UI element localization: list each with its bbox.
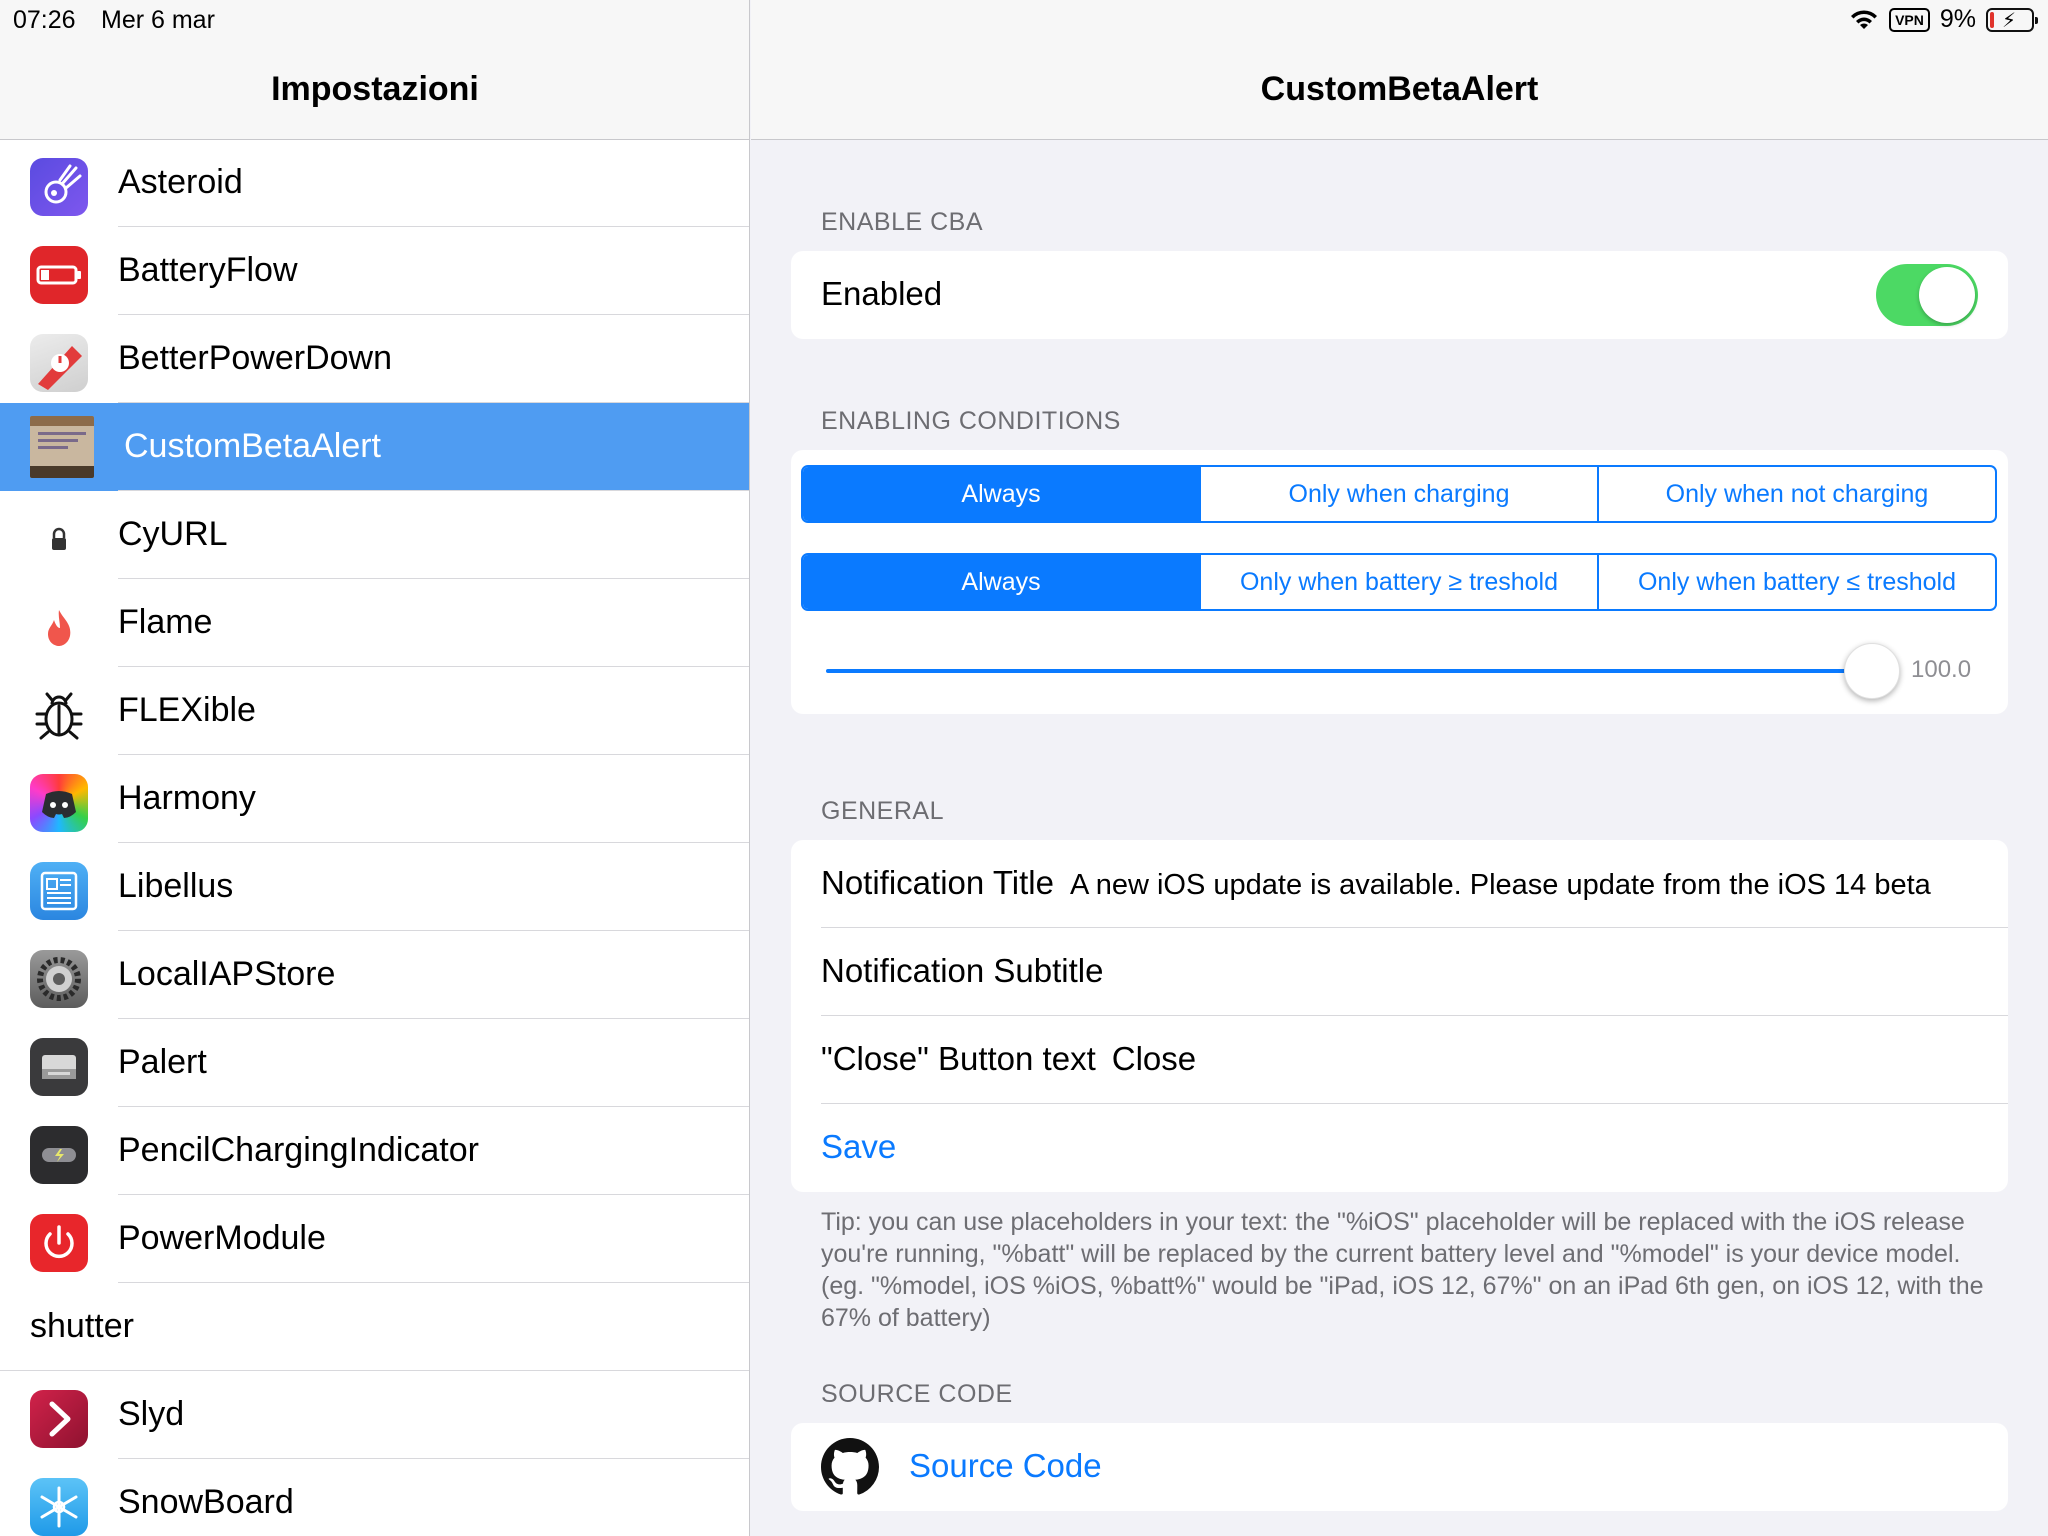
power-down-icon: [30, 334, 88, 392]
threshold-slider-thumb[interactable]: [1844, 643, 1900, 699]
sidebar-item-palert[interactable]: [0, 1019, 750, 1107]
sidebar-item-betterpowerdown[interactable]: [0, 315, 750, 403]
github-icon: [821, 1438, 879, 1496]
sidebar-item-shutter[interactable]: [0, 1283, 750, 1371]
sidebar-item-snowboard[interactable]: [0, 1459, 750, 1536]
sidebar-item-slyd[interactable]: [0, 1371, 750, 1459]
toggle-knob: [1919, 267, 1975, 323]
segment-battery-above-threshold[interactable]: Only when battery ≥ treshold: [1199, 555, 1597, 609]
status-indicators: [1849, 5, 2034, 34]
detail-title: CustomBetaAlert: [1260, 70, 1539, 108]
close-button-text-label-text: "Close" Button text: [821, 1040, 1096, 1077]
segment-only-when-charging[interactable]: Only when charging: [1199, 467, 1597, 521]
battery-icon: [1986, 8, 2034, 32]
segment-always-charging[interactable]: Always: [803, 467, 1199, 521]
notification-title-label-text: Notification Title: [821, 864, 1054, 901]
sidebar-item-batteryflow[interactable]: [0, 227, 750, 315]
asteroid-icon: [30, 158, 88, 216]
sidebar-item-custombetaalert[interactable]: [0, 403, 750, 491]
notification-title-field[interactable]: A new iOS update is available. Please update from the iOS 14 beta: [1069, 869, 1931, 901]
discord-icon: [30, 774, 88, 832]
close-button-text-field[interactable]: Close: [1111, 1040, 1197, 1077]
threshold-value: 100.0: [1911, 656, 1972, 683]
sidebar-item-label: Libellus: [118, 867, 234, 905]
vpn-badge: VPN: [1889, 8, 1930, 32]
sidebar-item-label: FLEXible: [118, 691, 256, 729]
settings-sidebar: [0, 0, 750, 1536]
sidebar-item-label: PencilChargingIndicator: [118, 1131, 479, 1169]
sidebar-item-label: BetterPowerDown: [118, 339, 393, 377]
wifi-icon: [1849, 9, 1879, 31]
source-code-link[interactable]: Source Code: [909, 1447, 1102, 1484]
flame-icon: [30, 598, 88, 656]
battery-percent: 9%: [1939, 5, 1976, 33]
book-icon: [30, 862, 88, 920]
sidebar-item-pencilchargingindicator[interactable]: [0, 1107, 750, 1195]
section-header-conditions: ENABLING CONDITIONS: [821, 407, 1121, 435]
pencil-battery-icon: [30, 1126, 88, 1184]
battery-icon: [30, 246, 88, 304]
charging-bolt-icon: ⚡: [2002, 9, 2017, 32]
status-bar: [0, 0, 2048, 40]
notification-subtitle-cell[interactable]: [791, 928, 2008, 1016]
lock-icon: [30, 510, 88, 568]
enable-card: [791, 251, 2008, 339]
conditions-card: [791, 450, 2008, 714]
status-date: Mer 6 mar: [101, 6, 215, 34]
sidebar-item-label: Harmony: [118, 779, 256, 817]
notification-subtitle-label: Notification Subtitle: [821, 952, 1104, 989]
general-card: [791, 840, 2008, 1192]
sidebar-item-harmony[interactable]: [0, 755, 750, 843]
placeholder-tip: Tip: you can use placeholders in your text: the "%iOS" placeholder will be replaced with the iOS release you're running, "%batt" will be replaced by the current battery level and "%model" is your device model. (eg. "%model, iOS %iOS, %batt%" would be "iPad, iOS 12, 67%" on an iPad 6th gen, on iOS 12, with the 67% of battery): [821, 1208, 1984, 1332]
sidebar-item-label: CustomBetaAlert: [124, 427, 381, 465]
bug-icon: [30, 686, 88, 744]
sidebar-item-label: BatteryFlow: [118, 251, 298, 289]
detail-pane: [751, 0, 2048, 1536]
power-icon: [30, 1214, 88, 1272]
source-card: [791, 1423, 2008, 1511]
sidebar-item-label: CyURL: [118, 515, 228, 553]
enabled-label: Enabled: [821, 275, 943, 312]
notification-title-cell[interactable]: [791, 840, 2008, 928]
battery-fill: [1990, 12, 1994, 28]
section-header-source: SOURCE CODE: [821, 1380, 1013, 1408]
sidebar-item-label: Flame: [118, 603, 213, 641]
save-cell[interactable]: [791, 1104, 2008, 1192]
tweak-list: [0, 140, 750, 1536]
close-button-text-label: [821, 1040, 1196, 1078]
chevron-right-icon: [30, 1390, 88, 1448]
sidebar-item-localiapstore[interactable]: [0, 931, 750, 1019]
enabled-cell: [791, 251, 2008, 339]
sidebar-item-asteroid[interactable]: [0, 139, 750, 227]
save-button[interactable]: Save: [821, 1128, 897, 1165]
sidebar-item-label: shutter: [30, 1307, 134, 1345]
sidebar-item-cyurl[interactable]: [0, 491, 750, 579]
segment-battery-below-threshold[interactable]: Only when battery ≤ treshold: [1597, 555, 1995, 609]
sidebar-item-label: LocalIAPStore: [118, 955, 336, 993]
source-code-cell[interactable]: [791, 1423, 2008, 1511]
close-button-text-cell[interactable]: [791, 1016, 2008, 1104]
sidebar-title: Impostazioni: [271, 70, 479, 108]
segment-only-when-not-charging[interactable]: Only when not charging: [1597, 467, 1995, 521]
sidebar-item-label: Palert: [118, 1043, 207, 1081]
sidebar-item-label: Slyd: [118, 1395, 185, 1433]
sidebar-item-powermodule[interactable]: [0, 1195, 750, 1283]
sidebar-item-libellus[interactable]: [0, 843, 750, 931]
status-time: 07:26: [13, 6, 76, 34]
segment-always-battery[interactable]: Always: [803, 555, 1199, 609]
snowflake-icon: [30, 1478, 88, 1536]
section-header-general: GENERAL: [821, 797, 944, 825]
battery-condition-control: [801, 553, 1997, 611]
gear-icon: [30, 950, 88, 1008]
keyboard-icon: [30, 1038, 88, 1096]
sidebar-item-label: SnowBoard: [118, 1483, 294, 1521]
section-header-enable: ENABLE CBA: [821, 208, 984, 236]
alert-screenshot-icon: [30, 416, 94, 478]
sidebar-item-label: PowerModule: [118, 1219, 326, 1257]
charging-condition-control: [801, 465, 1997, 523]
sidebar-item-flame[interactable]: [0, 579, 750, 667]
sidebar-item-label: Asteroid: [118, 163, 243, 201]
enabled-toggle[interactable]: [1876, 264, 1978, 326]
notification-title-label: [821, 864, 1931, 902]
sidebar-item-flexible[interactable]: [0, 667, 750, 755]
threshold-slider-track[interactable]: [826, 669, 1876, 673]
